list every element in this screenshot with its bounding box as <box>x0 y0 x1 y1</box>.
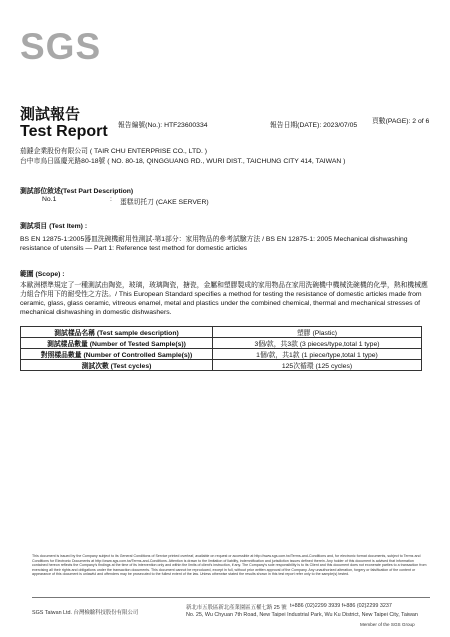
row-label: 測試次數 (Test cycles) <box>21 360 213 371</box>
member-of-group: Member of the SGS Group <box>360 622 415 627</box>
report-date: 報告日期(DATE): 2023/07/05 <box>270 122 358 129</box>
scope-body: 本歐洲標準規定了一種測試由陶瓷，玻璃，玻璃陶瓷，搪瓷，金屬和塑膠製成的家用物品在家用洗碗機中機械洗碗機的化學，熱和機械應力組合作用下的耐受性之方法。/ This European Standard specifies a method for testing the resistance of domestic articles made from ceramic, glass, glass ceramic, vitreous enamel, metal and plastics under the combined chemical, thermal and mechanical stresses of mechanical dishwashing in domestic dishwashers. <box>20 282 428 316</box>
footer-address-chinese: 新北市五股區新北產業園區五權七路 25 號 <box>186 605 287 611</box>
client-company: 茄鐽企業股份有限公司 ( TAIR CHU ENTERPRISE CO., LTD. ) <box>20 148 208 155</box>
table-row <box>21 327 422 338</box>
row-value: 3個/款，共3款 (3 pieces/type,total 1 type) <box>213 338 422 349</box>
page-number: 頁數(PAGE): 2 of 6 <box>372 118 430 125</box>
sgs-logo: SGS <box>20 26 102 67</box>
scope-heading: 範圍 (Scope) : <box>20 271 65 278</box>
table-row <box>21 360 422 371</box>
test-part-item: 蛋糕切托刀 (CAKE SERVER) <box>120 199 209 206</box>
row-value: 125次循環 (125 cycles) <box>213 360 422 371</box>
footer-phone: t+886 (02)2299 3939 f+886 (02)2299 3237 <box>290 603 392 609</box>
table-row <box>21 349 422 360</box>
row-value: 1個/款，共1款 (1 piece/type,total 1 type) <box>213 349 422 360</box>
row-label: 測試樣品名稱 (Test sample description) <box>21 327 213 338</box>
test-part-number: No.1 <box>42 196 57 203</box>
client-address: 台中市烏日區慶光路80-18號 ( NO. 80-18, QINGGUANG RD., WURI DIST., TAICHUNG CITY 414, TAIWAN ) <box>20 158 346 165</box>
row-value: 塑膠 (Plastic) <box>213 327 422 338</box>
row-label: 測試樣品數量 (Number of Tested Sample(s)) <box>21 338 213 349</box>
table-row <box>21 338 422 349</box>
footer-address-english: No. 25, Wu Chyuan 7th Road, New Taipei Industrial Park, Wu Ku District, New Taipei City, Taiwan <box>186 612 418 618</box>
test-part-heading: 測試部位敘述(Test Part Description) <box>20 188 134 195</box>
report-title-english: Test Report <box>20 123 108 140</box>
footer-divider <box>32 597 430 598</box>
footer-company: SGS Taiwan Ltd. 台灣檢驗科技股份有限公司 <box>32 610 139 616</box>
test-item-heading: 測試項目 (Test Item) : <box>20 223 88 230</box>
report-title-chinese: 測試報告 <box>20 106 81 123</box>
test-part-separator: : <box>110 196 112 203</box>
report-number: 報告編號(No.): HTF23600334 <box>118 122 208 129</box>
row-label: 對照樣品數量 (Number of Controlled Sample(s)) <box>21 349 213 360</box>
footer-disclaimer: This document is issued by the Company subject to its General Conditions of Service printed overleaf, available on request or accessible at http://www.sgs.com.tw/Terms-and-Conditions and, for electronic format documents, subject to Terms and Conditions for Electronic Documents at http://www.sgs.com.tw/Terms-and-Conditions. Attention is drawn to the limitation of liability, indemnification and jurisdiction issues defined therein. Any holder of this document is advised that information contained hereon reflects the Company's findings at the time of its intervention only and within the limits of client's instruction, if any. The Company's sole responsibility is to its Client and this document does not exonerate parties to a transaction from exercising all their rights and obligations under the transaction documents. This document cannot be reproduced, except in full, without prior written approval of the Company. Any unauthorized alteration, forgery or falsification of the content or appearance of this document is unlawful and offenders may be prosecuted to the fullest extent of the law. Unless otherwise stated the results shown in this test report refer only to the sample(s) tested. <box>32 554 427 577</box>
test-item-body: BS EN 12875-1:2005器皿洗碗機耐用性測試-第1部分：家用物品的參考試驗方法 / BS EN 12875-1: 2005 Mechanical dishwashing resistance of utensils — Part 1: Reference test method for domestic articles <box>20 236 408 252</box>
test-sample-table <box>20 326 422 371</box>
